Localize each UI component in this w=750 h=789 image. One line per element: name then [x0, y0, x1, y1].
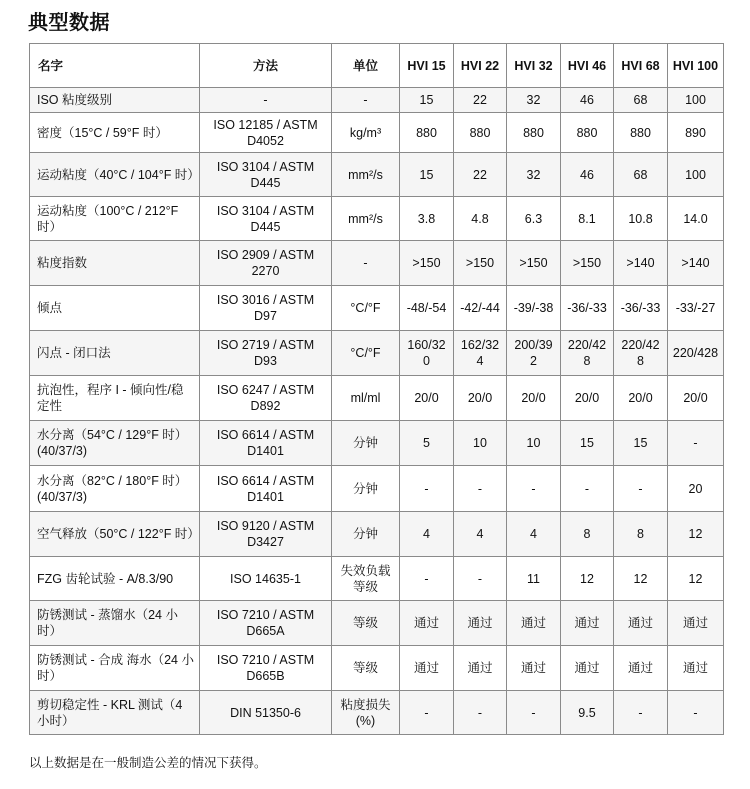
property-name: 运动粘度（40°C / 104°F 时）: [30, 153, 200, 197]
value-cell: 通过: [400, 601, 454, 646]
value-cell: 通过: [614, 601, 668, 646]
typical-data-table: [29, 43, 724, 735]
unit-cell: 失效负载等级: [332, 557, 400, 601]
unit-cell: °C/°F: [332, 331, 400, 376]
value-cell: 通过: [561, 601, 614, 646]
header-grade: HVI 68: [614, 44, 668, 88]
value-cell: -: [400, 691, 454, 735]
value-cell: 20/0: [507, 376, 561, 421]
value-cell: -: [507, 466, 561, 512]
value-cell: -36/-33: [561, 286, 614, 331]
value-cell: 160/320: [400, 331, 454, 376]
value-cell: 880: [561, 113, 614, 153]
property-name: 水分离（54°C / 129°F 时）(40/37/3): [30, 421, 200, 466]
value-cell: 20/0: [561, 376, 614, 421]
value-cell: 14.0: [668, 197, 724, 241]
property-name: 闪点 - 闭口法: [30, 331, 200, 376]
test-method: ISO 12185 / ASTM D4052: [200, 113, 332, 153]
table-row: [30, 241, 724, 286]
value-cell: -36/-33: [614, 286, 668, 331]
table-row: [30, 557, 724, 601]
value-cell: -: [614, 691, 668, 735]
unit-cell: -: [332, 88, 400, 113]
value-cell: 880: [454, 113, 507, 153]
test-method: ISO 7210 / ASTM D665B: [200, 646, 332, 691]
value-cell: 880: [400, 113, 454, 153]
value-cell: >140: [614, 241, 668, 286]
property-name: 粘度指数: [30, 241, 200, 286]
unit-cell: 分钟: [332, 421, 400, 466]
table-row: [30, 113, 724, 153]
value-cell: 通过: [668, 646, 724, 691]
value-cell: 8: [614, 512, 668, 557]
header-grade: HVI 22: [454, 44, 507, 88]
value-cell: 9.5: [561, 691, 614, 735]
value-cell: >150: [561, 241, 614, 286]
value-cell: 22: [454, 88, 507, 113]
test-method: ISO 3104 / ASTM D445: [200, 197, 332, 241]
value-cell: -: [614, 466, 668, 512]
value-cell: 162/324: [454, 331, 507, 376]
value-cell: 46: [561, 153, 614, 197]
property-name: 空气释放（50°C / 122°F 时）: [30, 512, 200, 557]
value-cell: 12: [561, 557, 614, 601]
value-cell: 8.1: [561, 197, 614, 241]
value-cell: 20/0: [614, 376, 668, 421]
value-cell: 68: [614, 153, 668, 197]
value-cell: 通过: [507, 601, 561, 646]
value-cell: -33/-27: [668, 286, 724, 331]
value-cell: 4: [400, 512, 454, 557]
value-cell: -: [668, 421, 724, 466]
value-cell: 通过: [454, 601, 507, 646]
value-cell: 通过: [454, 646, 507, 691]
table-row: [30, 153, 724, 197]
value-cell: 880: [614, 113, 668, 153]
test-method: ISO 6614 / ASTM D1401: [200, 466, 332, 512]
value-cell: 20/0: [454, 376, 507, 421]
table-row: [30, 197, 724, 241]
page-title: 典型数据: [28, 12, 110, 34]
value-cell: 4: [454, 512, 507, 557]
value-cell: 32: [507, 88, 561, 113]
table-row: [30, 691, 724, 735]
value-cell: 4: [507, 512, 561, 557]
property-name: 防锈测试 - 蒸馏水（24 小时）: [30, 601, 200, 646]
value-cell: 220/428: [561, 331, 614, 376]
value-cell: 15: [400, 88, 454, 113]
value-cell: 通过: [400, 646, 454, 691]
test-method: -: [200, 88, 332, 113]
value-cell: -48/-54: [400, 286, 454, 331]
test-method: ISO 3104 / ASTM D445: [200, 153, 332, 197]
value-cell: 12: [614, 557, 668, 601]
value-cell: 5: [400, 421, 454, 466]
test-method: ISO 6614 / ASTM D1401: [200, 421, 332, 466]
unit-cell: ml/ml: [332, 376, 400, 421]
unit-cell: 分钟: [332, 512, 400, 557]
value-cell: 20: [668, 466, 724, 512]
value-cell: 880: [507, 113, 561, 153]
value-cell: 8: [561, 512, 614, 557]
value-cell: 10: [507, 421, 561, 466]
value-cell: 20/0: [400, 376, 454, 421]
value-cell: -: [454, 557, 507, 601]
property-name: 运动粘度（100°C / 212°F 时）: [30, 197, 200, 241]
table-row: [30, 331, 724, 376]
header-method: 方法: [200, 44, 332, 88]
value-cell: 68: [614, 88, 668, 113]
property-name: ISO 粘度级别: [30, 88, 200, 113]
header-row: [30, 44, 724, 88]
unit-cell: 分钟: [332, 466, 400, 512]
table-row: [30, 512, 724, 557]
test-method: ISO 2719 / ASTM D93: [200, 331, 332, 376]
table-row: [30, 646, 724, 691]
value-cell: >150: [507, 241, 561, 286]
value-cell: 4.8: [454, 197, 507, 241]
header-grade: HVI 46: [561, 44, 614, 88]
table-row: [30, 421, 724, 466]
table-row: [30, 466, 724, 512]
property-name: FZG 齿轮试验 - A/8.3/90: [30, 557, 200, 601]
value-cell: >140: [668, 241, 724, 286]
unit-cell: kg/m³: [332, 113, 400, 153]
value-cell: 通过: [507, 646, 561, 691]
unit-cell: 粘度损失 (%): [332, 691, 400, 735]
value-cell: 通过: [614, 646, 668, 691]
test-method: ISO 6247 / ASTM D892: [200, 376, 332, 421]
value-cell: 100: [668, 153, 724, 197]
value-cell: 46: [561, 88, 614, 113]
value-cell: -: [561, 466, 614, 512]
property-name: 水分离（82°C / 180°F 时）(40/37/3): [30, 466, 200, 512]
value-cell: 3.8: [400, 197, 454, 241]
test-method: ISO 9120 / ASTM D3427: [200, 512, 332, 557]
value-cell: 20/0: [668, 376, 724, 421]
property-name: 防锈测试 - 合成 海水（24 小时）: [30, 646, 200, 691]
header-name: 名字: [30, 44, 200, 88]
value-cell: 100: [668, 88, 724, 113]
property-name: 抗泡性，程序 I - 倾向性/稳定性: [30, 376, 200, 421]
test-method: ISO 3016 / ASTM D97: [200, 286, 332, 331]
value-cell: -42/-44: [454, 286, 507, 331]
property-name: 倾点: [30, 286, 200, 331]
value-cell: -: [400, 557, 454, 601]
value-cell: 220/428: [668, 331, 724, 376]
header-grade: HVI 100: [668, 44, 724, 88]
test-method: ISO 7210 / ASTM D665A: [200, 601, 332, 646]
table-row: [30, 286, 724, 331]
property-name: 密度（15°C / 59°F 时）: [30, 113, 200, 153]
unit-cell: °C/°F: [332, 286, 400, 331]
table-row: [30, 601, 724, 646]
value-cell: 15: [561, 421, 614, 466]
value-cell: -39/-38: [507, 286, 561, 331]
value-cell: >150: [454, 241, 507, 286]
value-cell: -: [507, 691, 561, 735]
unit-cell: mm²/s: [332, 197, 400, 241]
test-method: ISO 14635-1: [200, 557, 332, 601]
value-cell: 通过: [668, 601, 724, 646]
value-cell: -: [400, 466, 454, 512]
value-cell: 220/428: [614, 331, 668, 376]
property-name: 剪切稳定性 - KRL 测试（4 小时）: [30, 691, 200, 735]
value-cell: 15: [614, 421, 668, 466]
unit-cell: 等级: [332, 601, 400, 646]
header-grade: HVI 15: [400, 44, 454, 88]
value-cell: 890: [668, 113, 724, 153]
value-cell: 6.3: [507, 197, 561, 241]
value-cell: 200/392: [507, 331, 561, 376]
value-cell: 10.8: [614, 197, 668, 241]
value-cell: 11: [507, 557, 561, 601]
test-method: ISO 2909 / ASTM 2270: [200, 241, 332, 286]
value-cell: 12: [668, 512, 724, 557]
footnote: 以上数据是在一般制造公差的情况下获得。: [29, 756, 267, 770]
table-row: [30, 88, 724, 113]
value-cell: -: [668, 691, 724, 735]
unit-cell: -: [332, 241, 400, 286]
value-cell: -: [454, 691, 507, 735]
header-unit: 单位: [332, 44, 400, 88]
value-cell: 22: [454, 153, 507, 197]
value-cell: 10: [454, 421, 507, 466]
unit-cell: 等级: [332, 646, 400, 691]
value-cell: 15: [400, 153, 454, 197]
header-grade: HVI 32: [507, 44, 561, 88]
unit-cell: mm²/s: [332, 153, 400, 197]
value-cell: -: [454, 466, 507, 512]
value-cell: >150: [400, 241, 454, 286]
test-method: DIN 51350-6: [200, 691, 332, 735]
value-cell: 通过: [561, 646, 614, 691]
value-cell: 32: [507, 153, 561, 197]
table-row: [30, 376, 724, 421]
value-cell: 12: [668, 557, 724, 601]
